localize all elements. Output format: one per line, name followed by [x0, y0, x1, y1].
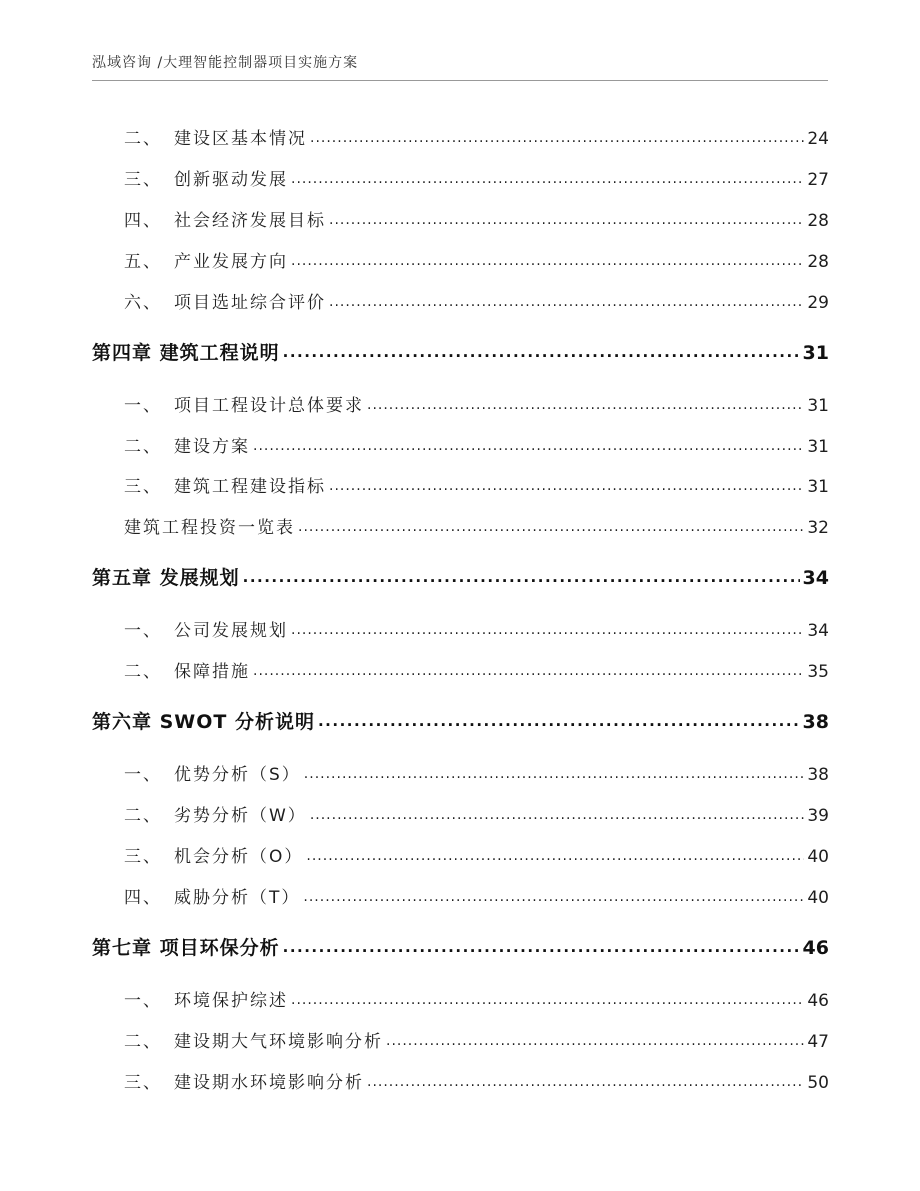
toc-entry-number: 一、 [124, 991, 162, 1011]
toc-entry-label [92, 124, 307, 149]
toc-entry-title: 项目工程设计总体要求 [174, 396, 364, 416]
toc-entry-number: 二、 [124, 1032, 162, 1052]
toc-entry-page: 31 [807, 477, 829, 497]
toc-entry-page: 28 [807, 211, 829, 231]
toc-entry-title: 公司发展规划 [174, 621, 288, 641]
toc-chapter-entry[interactable] [92, 338, 829, 365]
dot-leader [310, 127, 804, 144]
dot-leader [243, 565, 800, 584]
toc-entry-title: 建设期大气环境影响分析 [174, 1032, 383, 1052]
dot-leader [329, 291, 804, 308]
dot-leader [310, 804, 805, 821]
toc-entry-page: 35 [807, 662, 829, 682]
toc-entry-number: 六、 [124, 293, 162, 313]
toc-entry-page: 38 [807, 765, 829, 785]
toc-entry[interactable] [92, 288, 829, 313]
toc-entry-label [92, 657, 250, 682]
toc-entry-page: 29 [807, 293, 829, 313]
toc-entry-page: 40 [807, 847, 829, 867]
toc-entry-label [92, 206, 326, 231]
dot-leader [329, 475, 804, 492]
toc-entry[interactable] [92, 165, 829, 190]
toc-entry-title: 建设期水环境影响分析 [174, 1073, 364, 1093]
toc-entry-title: 优势分析（S） [174, 765, 301, 785]
toc-entry-label [92, 472, 326, 497]
toc-entry-page: 34 [807, 621, 829, 641]
toc-entry-number: 三、 [124, 170, 162, 190]
toc-entry-number: 二、 [124, 129, 162, 149]
dot-leader [329, 209, 804, 226]
dot-leader [303, 886, 804, 903]
toc-entry-page: 47 [807, 1032, 829, 1052]
toc-entry-title: 建筑工程投资一览表 [124, 518, 295, 538]
toc-chapter-entry[interactable] [92, 707, 829, 734]
toc-entry[interactable] [92, 760, 829, 785]
toc-entry-label [92, 288, 326, 313]
toc-entry[interactable] [92, 124, 829, 149]
toc-entry-page: 31 [807, 396, 829, 416]
toc-chapter-title: 第五章 发展规划 [92, 567, 240, 589]
toc-entry-label [92, 616, 288, 641]
toc-entry-label [92, 883, 300, 908]
dot-leader [253, 660, 804, 677]
toc-entry[interactable] [92, 247, 829, 272]
toc-entry-number: 三、 [124, 847, 162, 867]
toc-entry-page: 39 [807, 806, 829, 826]
toc-entry-number: 五、 [124, 252, 162, 272]
toc-entry-number: 二、 [124, 806, 162, 826]
dot-leader [291, 168, 804, 185]
toc-entry-number: 四、 [124, 211, 162, 231]
toc-entry-title: 创新驱动发展 [174, 170, 288, 190]
toc-entry-page: 34 [802, 567, 829, 589]
toc-entry-title: 建筑工程建设指标 [174, 477, 326, 497]
dot-leader [291, 989, 804, 1006]
dot-leader [367, 1071, 804, 1088]
toc-entry[interactable] [92, 842, 829, 867]
toc-entry-page: 38 [802, 711, 829, 733]
toc-entry-number: 三、 [124, 477, 162, 497]
toc-entry-label [92, 247, 288, 272]
toc-entry-page: 40 [807, 888, 829, 908]
toc-entry[interactable] [92, 513, 829, 538]
toc-entry-number: 二、 [124, 662, 162, 682]
toc-entry-label [92, 513, 295, 538]
dot-leader [367, 394, 804, 411]
toc-entry-title: 社会经济发展目标 [174, 211, 326, 231]
toc-entry[interactable] [92, 883, 829, 908]
toc-entry-page: 31 [807, 437, 829, 457]
dot-leader [253, 435, 804, 452]
dot-leader [306, 845, 804, 862]
toc-entry-title: 产业发展方向 [174, 252, 288, 272]
toc-chapter-title: 第七章 项目环保分析 [92, 937, 280, 959]
toc-entry[interactable] [92, 801, 829, 826]
dot-leader [386, 1030, 804, 1047]
toc-entry-title: 机会分析（O） [174, 847, 304, 867]
toc-entry-title: 威胁分析（T） [174, 888, 301, 908]
toc-entry[interactable] [92, 986, 829, 1011]
dot-leader [318, 709, 800, 728]
toc-chapter-entry[interactable] [92, 933, 829, 960]
toc-chapter-title: 第四章 建筑工程说明 [92, 342, 280, 364]
toc-entry-label [92, 391, 364, 416]
toc-entry-label [92, 842, 303, 867]
dot-leader [304, 763, 805, 780]
toc-chapter-entry[interactable] [92, 563, 829, 590]
header-divider [92, 80, 828, 81]
dot-leader [283, 340, 800, 359]
toc-entry[interactable] [92, 1027, 829, 1052]
toc-entry-page: 27 [807, 170, 829, 190]
toc-entry-title: 项目选址综合评价 [174, 293, 326, 313]
dot-leader [291, 619, 804, 636]
toc-entry[interactable] [92, 1068, 829, 1093]
toc-entry-number: 四、 [124, 888, 162, 908]
dot-leader [291, 250, 804, 267]
toc-entry-title: 环境保护综述 [174, 991, 288, 1011]
toc-entry-title: 建设区基本情况 [174, 129, 307, 149]
toc-entry[interactable] [92, 616, 829, 641]
toc-entry[interactable] [92, 432, 829, 457]
toc-entry[interactable] [92, 391, 829, 416]
toc-entry-page: 31 [802, 342, 829, 364]
toc-entry-page: 50 [807, 1073, 829, 1093]
toc-chapter-title: 第六章 SWOT 分析说明 [92, 711, 315, 733]
toc-entry-title: 保障措施 [174, 662, 250, 682]
toc-entry-label [92, 432, 250, 457]
toc-entry-page: 24 [807, 129, 829, 149]
toc-entry-number: 一、 [124, 621, 162, 641]
toc-entry-page: 46 [802, 937, 829, 959]
toc-entry-label [92, 1027, 383, 1052]
toc-entry-label [92, 165, 288, 190]
toc-entry-label [92, 801, 307, 826]
toc-entry-title: 劣势分析（W） [174, 806, 307, 826]
toc-entry-number: 二、 [124, 437, 162, 457]
toc-entry-number: 三、 [124, 1073, 162, 1093]
toc-entry[interactable] [92, 472, 829, 497]
dot-leader [298, 516, 804, 533]
toc-entry-page: 32 [807, 518, 829, 538]
running-header: 泓域咨询 /大理智能控制器项目实施方案 [92, 55, 359, 71]
dot-leader [283, 935, 800, 954]
toc-entry-number: 一、 [124, 396, 162, 416]
toc-entry[interactable] [92, 657, 829, 682]
toc-entry-number: 一、 [124, 765, 162, 785]
toc-entry[interactable] [92, 206, 829, 231]
toc-entry-label [92, 760, 301, 785]
toc-entry-label [92, 1068, 364, 1093]
toc-entry-page: 46 [807, 991, 829, 1011]
toc-entry-page: 28 [807, 252, 829, 272]
toc-entry-title: 建设方案 [174, 437, 250, 457]
toc-entry-label [92, 986, 288, 1011]
